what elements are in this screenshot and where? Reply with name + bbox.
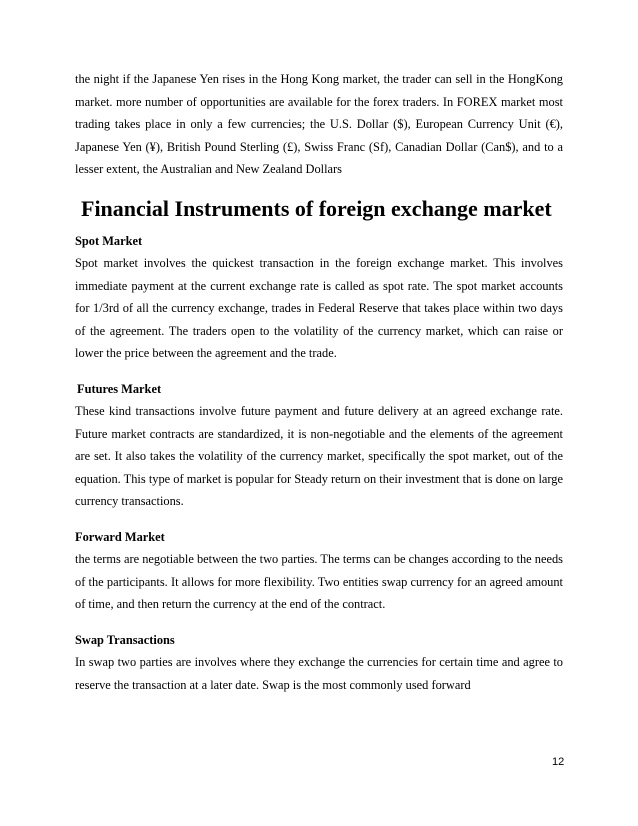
section-heading: Financial Instruments of foreign exchange market [81, 195, 552, 221]
spot-market-body: Spot market involves the quickest transaction in the foreign exchange market. This involves immediate payment at the current exchange rate is called as spot rate. The spot market accounts for 1/3rd of all the currency exchange, trades in Federal Reserve that takes place within two days of the agreement. The traders open to the volatility of the currency market, which can raise or lower the price between the agreement and the trade. [75, 256, 563, 360]
futures-market-title: Futures Market [77, 381, 162, 396]
spot-market-section [75, 230, 563, 365]
futures-market-section [75, 378, 563, 513]
intro-paragraph: the night if the Japanese Yen rises in the Hong Kong market, the trader can sell in the HongKong market. more number of opportunities are available for the forex traders. In FOREX market most trading takes place in only a few currencies; the U.S. Dollar ($), European Currency Unit (€), Japanese Yen (¥), British Pound Sterling (£), Swiss Franc (Sf), Canadian Dollar (Can$), and to a lesser extent, the Australian and New Zealand Dollars [75, 72, 563, 176]
swap-transactions-title: Swap Transactions [75, 632, 175, 647]
spot-market-title: Spot Market [75, 233, 143, 248]
swap-transactions-section [75, 629, 563, 697]
forward-market-title: Forward Market [75, 529, 165, 544]
page-number: 12 [552, 756, 565, 768]
page-content [75, 68, 563, 709]
forward-market-body: the terms are negotiable between the two parties. The terms can be changes according to the needs of the participants. It allows for more flexibility. Two entities swap currency for an agreed amount of time, and then return the currency at the end of the contract. [75, 552, 563, 611]
futures-market-body: These kind transactions involve future payment and future delivery at an agreed exchange rate. Future market contracts are standardized, it is non-negotiable and the elements of the agreement are set. It also takes the volatility of the currency market, specifically the spot market, out of the equation. This type of market is popular for Steady return on their investment that is done on large currency transactions. [75, 404, 563, 508]
forward-market-section [75, 526, 563, 616]
swap-transactions-body: In swap two parties are involves where they exchange the currencies for certain time and agree to reserve the transaction at a later date. Swap is the most commonly used forward [75, 655, 563, 692]
